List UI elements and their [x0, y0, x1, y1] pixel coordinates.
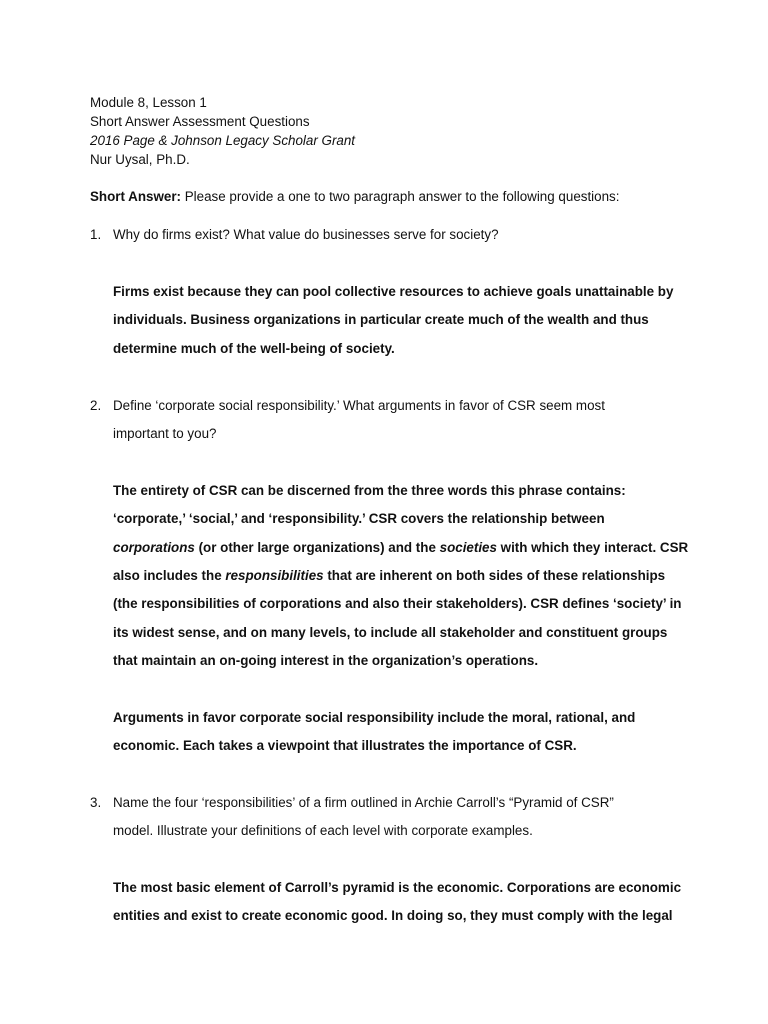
question-2-text: Define ‘corporate social responsibility.’ What arguments in favor of CSR seem most [113, 398, 605, 413]
answer-2-line [113, 567, 665, 585]
answer-2-line: The entirety of CSR can be discerned from the three words this phrase contains: [113, 483, 626, 498]
emphasis-societies: societies [439, 540, 497, 555]
grant-name: 2016 Page & Johnson Legacy Scholar Grant [90, 133, 356, 148]
question-3-number: 3. [90, 795, 102, 810]
emphasis-responsibilities: responsibilities [225, 568, 324, 583]
question-1-text: Why do firms exist? What value do businesses serve for society? [113, 227, 499, 242]
question-1-number: 1. [90, 227, 102, 242]
answer-2-line: (the responsibilities of corporations and also their stakeholders). CSR defines ‘society’ in [113, 596, 682, 611]
answer-2-line [113, 539, 688, 557]
answer-2-line: that maintain an on-going interest in the organization’s operations. [113, 653, 539, 668]
answer-2-text: (or other large organizations) and the [194, 540, 440, 555]
emphasis-corporations: corporations [113, 540, 195, 555]
question-2-number: 2. [90, 398, 102, 413]
answer-2-text: also includes the [113, 568, 226, 583]
answer-2-line: ‘corporate,’ ‘social,’ and ‘responsibility.’ CSR covers the relationship between [113, 511, 605, 526]
instructions-text: Please provide a one to two paragraph answer to the following questions: [181, 189, 620, 204]
answer-3-line: entities and exist to create economic good. In doing so, they must comply with the legal [113, 908, 673, 923]
answer-3-line: The most basic element of Carroll’s pyramid is the economic. Corporations are economic [113, 880, 682, 895]
answer-1-line: individuals. Business organizations in particular create much of the wealth and thus [113, 312, 649, 327]
question-2-text: important to you? [113, 426, 217, 441]
instructions [90, 188, 619, 206]
document-subtitle: Short Answer Assessment Questions [90, 114, 310, 129]
answer-2b-line: economic. Each takes a viewpoint that illustrates the importance of CSR. [113, 738, 577, 753]
instructions-label: Short Answer: [90, 189, 182, 204]
answer-2-text: with which they interact. CSR [496, 540, 689, 555]
answer-2-text: that are inherent on both sides of these relationships [323, 568, 666, 583]
author-name: Nur Uysal, Ph.D. [90, 152, 190, 167]
question-3-text: model. Illustrate your definitions of each level with corporate examples. [113, 823, 533, 838]
module-title: Module 8, Lesson 1 [90, 95, 207, 110]
answer-2b-line: Arguments in favor corporate social responsibility include the moral, rational, and [113, 710, 636, 725]
answer-1-line: determine much of the well-being of society. [113, 341, 395, 356]
answer-1-line: Firms exist because they can pool collective resources to achieve goals unattainable by [113, 284, 674, 299]
question-3-text: Name the four ‘responsibilities’ of a firm outlined in Archie Carroll’s “Pyramid of CSR” [113, 795, 614, 810]
answer-2-line: its widest sense, and on many levels, to include all stakeholder and constituent groups [113, 625, 668, 640]
